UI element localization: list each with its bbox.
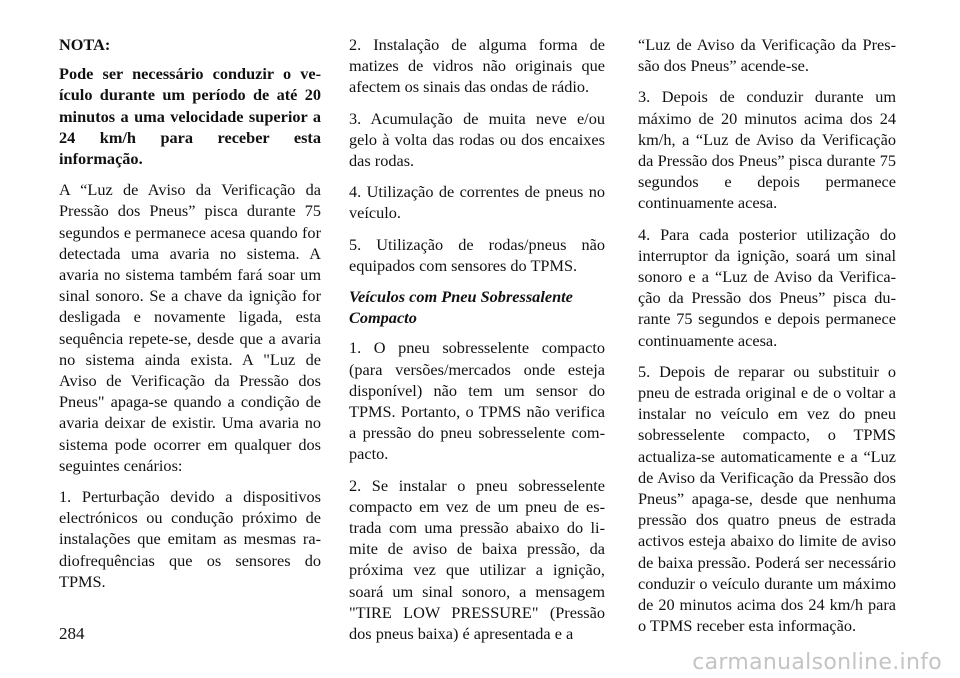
- text-column-2: [349, 34, 605, 654]
- list-item-1: 1. Perturbação devido a dispositivos electrónicos ou condução próximo de instalações que emitam as mesmas radiofrequências que os sensores do TPMS.: [59, 487, 321, 591]
- watermark: carmanualsonline.info: [692, 650, 942, 675]
- compact-item-3: 3. Depois de conduzir durante um máximo de 20 minutos acima dos 24 km/h, a “Luz de Aviso da Verificação da Pressão dos Pneus” pisca durante 75 segundos e depois permanece continuamente acesa.: [638, 87, 896, 213]
- section-heading-compact-spare: Veículos com Pneu Sobressalente Compacto: [349, 287, 573, 328]
- paragraph-warning-light: A “Luz de Aviso da Verificação da Pressão dos Pneus” pisca durante 75 segundos e permanece acesa quando for detectada uma avaria no sistema. A avaria no sistema também fará soar um sinal sonoro. Se a chave da ignição for desligada e novamente ligada, esta sequência repete-se, desde que a avaria no sistema ainda exista. A "Luz de Aviso de Verificação da Pressão dos Pneus" apaga-se quando a condição de avaria deixar de existir. Uma avaria no sistema pode ocorrer em qualquer dos seguintes cenários:: [59, 180, 321, 475]
- text-column-3: [638, 34, 896, 646]
- compact-item-4: 4. Para cada posterior utilização do interruptor da ignição, soará um sinal sonoro e a “Luz de Aviso da Verificação da Pressão dos Pneus” pisca durante 75 segundos e depois permanece continuamente acesa.: [638, 224, 896, 350]
- note-body: Pode ser necessário conduzir o veículo durante um período de até 20 minutos a uma velocidade superior a 24 km/h para receber esta informação.: [59, 64, 321, 169]
- continued-text: “Luz de Aviso da Verificação da Pressão dos Pneus” acende-se.: [638, 35, 896, 76]
- compact-item-2: 2. Se instalar o pneu sobresselente compacto em vez de um pneu de estrada com uma pressão abaixo do limite de aviso de baixa pressão, da próxima vez que utilizar a ignição, soará um sinal sonoro, a mensagem "TIRE LOW PRESSURE" (Pressão dos pneus baixa) é apresentada e a: [349, 475, 605, 644]
- compact-item-5: 5. Depois de reparar ou substituir o pneu de estrada original e de o voltar a instalar no veículo em vez do pneu sobresselente compacto, o TPMS actualiza-se automaticamente e a “Luz de Aviso da Verificação da Pressão dos Pneus” apaga-se, desde que nenhuma pressão dos quatro pneus de estrada activos esteja abaixo do limite de aviso de baixa pressão. Poderá ser necessário conduzir o veículo durante um máximo de 20 minutos acima dos 24 km/h para o TPMS receber esta informação.: [638, 361, 896, 636]
- text-column-1: [59, 34, 321, 602]
- note-label: NOTA:: [59, 35, 111, 54]
- list-item-3: 3. Acumulação de muita neve e/ou gelo à volta das rodas ou dos encaixes das rodas.: [349, 108, 605, 171]
- page-number: 284: [59, 624, 85, 643]
- list-item-4: 4. Utilização de correntes de pneus no veículo.: [349, 182, 605, 223]
- list-item-2: 2. Instalação de alguma forma de matizes de vidros não originais que afectem os sinais das ondas de rádio.: [349, 35, 605, 97]
- compact-item-1: 1. O pneu sobresselente compacto (para versões/mercados onde esteja disponível) não tem um sensor do TPMS. Portanto, o TPMS não verifica a pressão do pneu sobresselente compacto.: [349, 338, 605, 464]
- list-item-5: 5. Utilização de rodas/pneus não equipados com sensores do TPMS.: [349, 234, 605, 275]
